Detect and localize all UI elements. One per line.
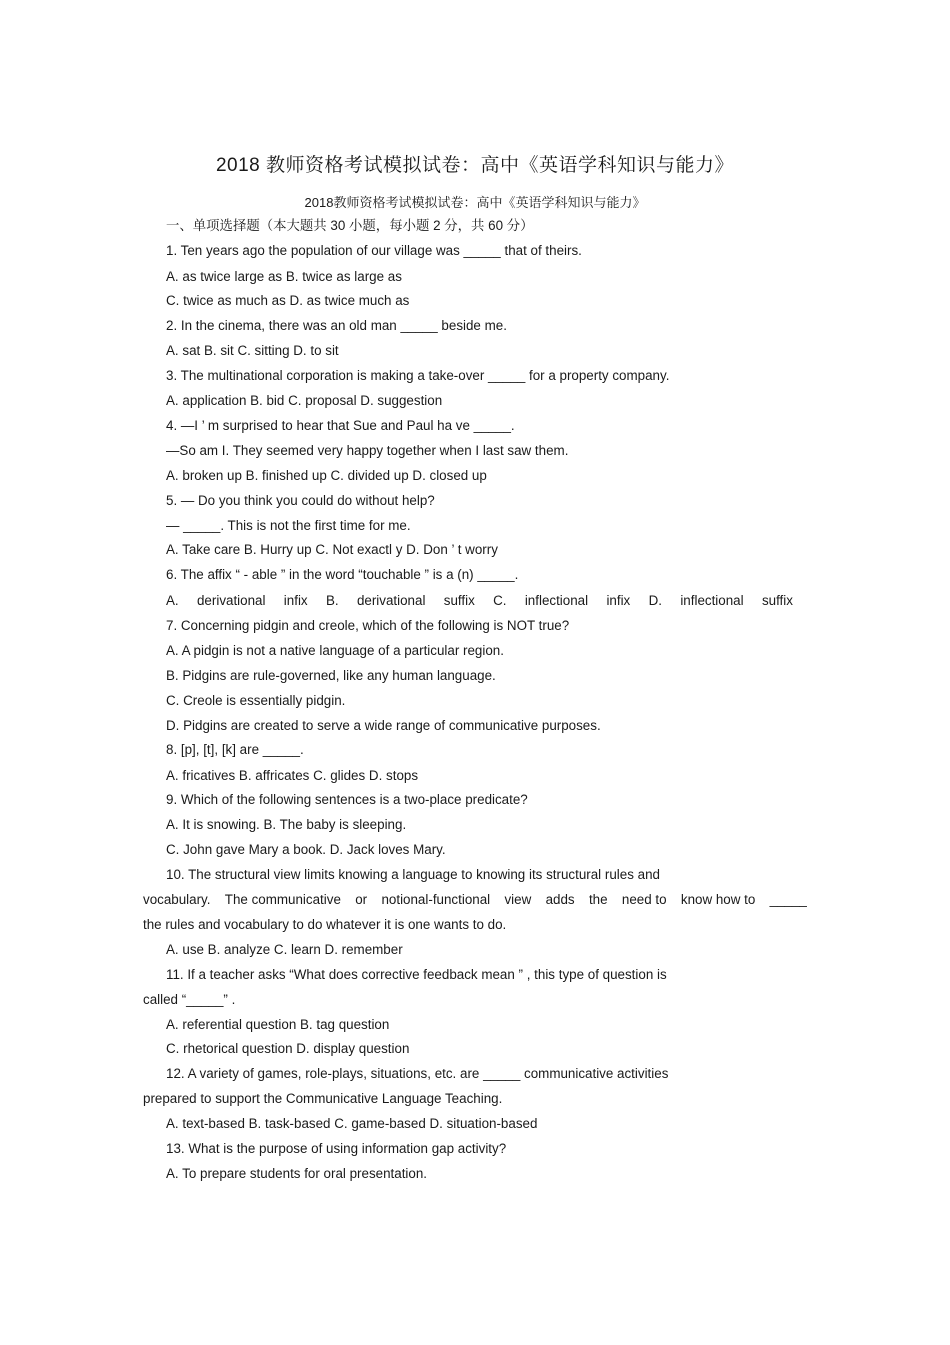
word: inflectional bbox=[524, 593, 589, 608]
question-7: 7. Concerning pidgin and creole, which of the following is NOT true? bbox=[166, 618, 570, 633]
question-4: 4. —I ’ m surprised to hear that Sue and Paul ha ve _____. bbox=[166, 418, 515, 433]
question-4-options: A. broken up B. finished up C. divided up D. closed up bbox=[166, 468, 487, 483]
question-1: 1. Ten years ago the population of our village was _____ that of theirs. bbox=[166, 243, 582, 258]
question-9-options-cd: C. John gave Mary a book. D. Jack loves Mary. bbox=[166, 842, 446, 857]
word: D. bbox=[648, 593, 662, 608]
word: inflectional bbox=[680, 593, 744, 608]
question-13: 13. What is the purpose of using information gap activity? bbox=[166, 1141, 507, 1156]
word: vocabulary. bbox=[143, 892, 211, 907]
word: suffix bbox=[443, 593, 475, 608]
question-5-options: A. Take care B. Hurry up C. Not exactl y D. Don ’ t worry bbox=[166, 542, 498, 557]
question-12-continued: prepared to support the Communicative Language Teaching. bbox=[143, 1091, 503, 1106]
word: notional-functional bbox=[381, 892, 491, 907]
question-11-continued: called “_____” . bbox=[143, 992, 236, 1007]
word: derivational bbox=[196, 593, 266, 608]
question-1-options-ab: A. as twice large as B. twice as large as bbox=[166, 269, 402, 284]
word: adds bbox=[545, 892, 575, 907]
word: the bbox=[588, 892, 608, 907]
word: suffix bbox=[761, 593, 793, 608]
question-10-continued bbox=[143, 892, 807, 908]
question-13-option-a: A. To prepare students for oral presentation. bbox=[166, 1166, 428, 1181]
section-header: 一、单项选择题（本大题共 30 小题，每小题 2 分，共 60 分） bbox=[166, 218, 534, 233]
question-12-options: A. text-based B. task-based C. game-based D. situation-based bbox=[166, 1116, 538, 1131]
question-4-reply: —So am I. They seemed very happy together when I last saw them. bbox=[166, 443, 569, 458]
word: The communicative bbox=[224, 892, 341, 907]
question-11-options-ab: A. referential question B. tag question bbox=[166, 1017, 390, 1032]
question-2: 2. In the cinema, there was an old man _____ beside me. bbox=[166, 318, 507, 333]
question-8: 8. [p], [t], [k] are _____. bbox=[166, 742, 304, 757]
word: view bbox=[504, 892, 532, 907]
question-12: 12. A variety of games, role-plays, situations, etc. are _____ communicative activities bbox=[166, 1066, 669, 1081]
question-5: 5. — Do you think you could do without help? bbox=[166, 493, 435, 508]
word: need to bbox=[621, 892, 667, 907]
word: A. bbox=[166, 593, 179, 608]
question-3-options: A. application B. bid C. proposal D. suggestion bbox=[166, 393, 443, 408]
word: or bbox=[355, 892, 368, 907]
question-10-end: the rules and vocabulary to do whatever it is one wants to do. bbox=[143, 917, 507, 932]
word: infix bbox=[606, 593, 631, 608]
word: C. bbox=[493, 593, 507, 608]
word: B. bbox=[325, 593, 339, 608]
question-11-options-cd: C. rhetorical question D. display question bbox=[166, 1041, 410, 1056]
document-subtitle: 2018教师资格考试模拟试卷：高中《英语学科知识与能力》 bbox=[304, 195, 646, 210]
question-2-options: A. sat B. sit C. sitting D. to sit bbox=[166, 343, 339, 358]
question-6: 6. The affix “ - able ” in the word “touchable ” is a (n) _____. bbox=[166, 567, 519, 582]
question-9-options-ab: A. It is snowing. B. The baby is sleeping. bbox=[166, 817, 407, 832]
question-7-option-d: D. Pidgins are created to serve a wide range of communicative purposes. bbox=[166, 718, 601, 733]
question-5-reply: — _____. This is not the first time for me. bbox=[166, 518, 411, 533]
word: infix bbox=[283, 593, 308, 608]
word: _____ bbox=[769, 892, 807, 907]
question-6-options bbox=[166, 593, 793, 609]
question-11: 11. If a teacher asks “What does corrective feedback mean ” , this type of question is bbox=[166, 967, 667, 982]
question-10-options: A. use B. analyze C. learn D. remember bbox=[166, 942, 403, 957]
question-8-options: A. fricatives B. affricates C. glides D. stops bbox=[166, 768, 419, 783]
document-title: 2018 教师资格考试模拟试卷：高中《英语学科知识与能力》 bbox=[215, 155, 735, 176]
word: know how to bbox=[680, 892, 756, 907]
question-1-options-cd: C. twice as much as D. as twice much as bbox=[166, 293, 410, 308]
question-9: 9. Which of the following sentences is a two-place predicate? bbox=[166, 792, 528, 807]
question-7-option-b: B. Pidgins are rule-governed, like any human language. bbox=[166, 668, 496, 683]
question-10: 10. The structural view limits knowing a language to knowing its structural rules and bbox=[166, 867, 660, 882]
word: derivational bbox=[356, 593, 426, 608]
question-7-option-a: A. A pidgin is not a native language of a particular region. bbox=[166, 643, 504, 658]
question-3: 3. The multinational corporation is making a take-over _____ for a property company. bbox=[166, 368, 670, 383]
question-7-option-c: C. Creole is essentially pidgin. bbox=[166, 693, 346, 708]
